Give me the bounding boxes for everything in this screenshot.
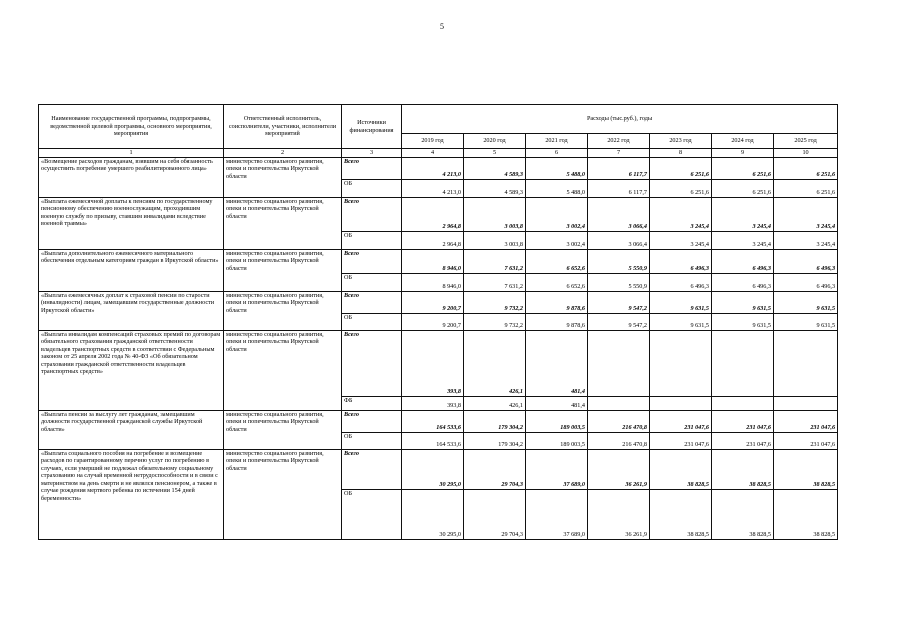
budget-value	[712, 397, 774, 411]
total-value: 3 003,8	[464, 198, 526, 232]
header-year: 2020 год	[464, 134, 526, 149]
total-value: 3 245,4	[650, 198, 712, 232]
total-value: 9 878,6	[526, 292, 588, 314]
total-value: 231 047,6	[774, 411, 838, 433]
budget-value: 5 550,9	[588, 274, 650, 292]
activity-name: «Выплата дополнительного ежемесячного материального обеспечения отдельным категориям граждан в Иркутской области»	[39, 250, 224, 292]
budget-value: 38 828,5	[712, 490, 774, 540]
column-number: 4	[402, 149, 464, 158]
budget-value: 393,8	[402, 397, 464, 411]
budget-value: 6 496,3	[712, 274, 774, 292]
total-value: 3 245,4	[712, 198, 774, 232]
budget-value: 426,1	[464, 397, 526, 411]
column-number: 5	[464, 149, 526, 158]
source-total-label: Всего	[342, 331, 402, 397]
header-year: 2024 год	[712, 134, 774, 149]
table-row	[39, 331, 838, 397]
executor: министерство социального развития, опеки и попечительства Иркутской области	[224, 411, 342, 450]
total-value: 4 213,0	[402, 158, 464, 180]
activity-name: «Выплата ежемесячной доплаты к пенсиям по государственному пенсионному обеспечению военнослужащим, проходившим военную службу по призыву, ставшим инвалидами вследствие военной травмы»	[39, 198, 224, 250]
total-value	[774, 331, 838, 397]
total-value: 9 547,2	[588, 292, 650, 314]
table-row	[39, 411, 838, 433]
budget-value: 9 631,5	[650, 314, 712, 331]
executor: министерство социального развития, опеки и попечительства Иркутской области	[224, 450, 342, 540]
total-value: 38 828,5	[712, 450, 774, 490]
header-source: Источники финансирования	[342, 105, 402, 149]
source-total-label: Всего	[342, 292, 402, 314]
total-value: 426,1	[464, 331, 526, 397]
budget-value: 30 295,0	[402, 490, 464, 540]
total-value: 29 704,3	[464, 450, 526, 490]
budget-value: 29 704,3	[464, 490, 526, 540]
source-total-label: Всего	[342, 411, 402, 433]
budget-value: 3 003,8	[464, 232, 526, 250]
budget-value: 3 245,4	[774, 232, 838, 250]
total-value: 4 589,3	[464, 158, 526, 180]
budget-value: 231 047,6	[774, 433, 838, 450]
executor: министерство социального развития, опеки и попечительства Иркутской области	[224, 158, 342, 198]
source-total-label: Всего	[342, 158, 402, 180]
expenses-table	[38, 104, 838, 540]
total-value: 30 295,0	[402, 450, 464, 490]
total-value: 36 261,9	[588, 450, 650, 490]
header-executor: Ответственный исполнитель, соисполнители, участники, исполнители мероприятий	[224, 105, 342, 149]
expenses-table-container	[38, 104, 837, 540]
page-number: 5	[440, 22, 444, 31]
budget-value: 9 631,5	[712, 314, 774, 331]
total-value: 5 488,0	[526, 158, 588, 180]
total-value: 9 631,5	[774, 292, 838, 314]
total-value: 7 631,2	[464, 250, 526, 274]
source-budget-label: ФБ	[342, 397, 402, 411]
total-value: 6 652,6	[526, 250, 588, 274]
total-value: 6 496,3	[712, 250, 774, 274]
total-value: 6 496,3	[650, 250, 712, 274]
source-total-label: Всего	[342, 250, 402, 274]
total-value: 216 470,8	[588, 411, 650, 433]
header-name: Наименование государственной программы, подпрограммы, ведомственной целевой программы, основного мероприятия, мероприятия	[39, 105, 224, 149]
total-value: 8 946,0	[402, 250, 464, 274]
budget-value: 36 261,9	[588, 490, 650, 540]
budget-value: 3 245,4	[712, 232, 774, 250]
executor: министерство социального развития, опеки и попечительства Иркутской области	[224, 292, 342, 331]
source-budget-label: ОБ	[342, 433, 402, 450]
total-value: 6 117,7	[588, 158, 650, 180]
total-value: 37 689,0	[526, 450, 588, 490]
header-year: 2022 год	[588, 134, 650, 149]
budget-value: 9 878,6	[526, 314, 588, 331]
total-value: 9 631,5	[650, 292, 712, 314]
budget-value: 3 245,4	[650, 232, 712, 250]
total-value: 6 496,3	[774, 250, 838, 274]
total-value: 6 251,6	[650, 158, 712, 180]
budget-value: 164 533,6	[402, 433, 464, 450]
budget-value: 3 066,4	[588, 232, 650, 250]
table-row	[39, 292, 838, 314]
total-value	[588, 331, 650, 397]
activity-name: «Выплата пенсии за выслугу лет гражданам, замещавшим должности государственной гражданской службы Иркутской области»	[39, 411, 224, 450]
budget-value	[588, 397, 650, 411]
activity-name: «Возмещение расходов гражданам, взявшим на себя обязанность осуществить погребение умершего реабилитированного лица»	[39, 158, 224, 198]
source-budget-label: ОБ	[342, 490, 402, 540]
total-value: 2 964,8	[402, 198, 464, 232]
budget-value: 2 964,8	[402, 232, 464, 250]
source-budget-label: ОБ	[342, 180, 402, 198]
total-value: 9 200,7	[402, 292, 464, 314]
table-row	[39, 250, 838, 274]
budget-value: 9 631,5	[774, 314, 838, 331]
table-row	[39, 450, 838, 490]
total-value: 9 732,2	[464, 292, 526, 314]
executor: министерство социального развития, опеки и попечительства Иркутской области	[224, 331, 342, 411]
budget-value: 37 689,0	[526, 490, 588, 540]
budget-value: 5 488,0	[526, 180, 588, 198]
budget-value: 38 828,5	[650, 490, 712, 540]
activity-name: «Выплата социального пособия на погребение и возмещение расходов по гарантированному перечню услуг по погребению в случаях, если умерший не подлежал обязательному социальному страхованию на случай временной нетрудоспособности и в связи с материнством на день смерти и не являлся пенсионером, а также в случае рождения мертвого ребенка по истечении 154 дней беременности»	[39, 450, 224, 540]
executor: министерство социального развития, опеки и попечительства Иркутской области	[224, 250, 342, 292]
total-value: 393,8	[402, 331, 464, 397]
budget-value: 7 631,2	[464, 274, 526, 292]
total-value: 38 828,5	[774, 450, 838, 490]
total-value	[712, 331, 774, 397]
budget-value	[650, 397, 712, 411]
column-number: 7	[588, 149, 650, 158]
budget-value: 4 213,0	[402, 180, 464, 198]
budget-value: 231 047,6	[650, 433, 712, 450]
total-value: 3 002,4	[526, 198, 588, 232]
source-budget-label: ОБ	[342, 274, 402, 292]
budget-value: 6 652,6	[526, 274, 588, 292]
source-budget-label: ОБ	[342, 314, 402, 331]
budget-value: 9 732,2	[464, 314, 526, 331]
budget-value: 38 828,5	[774, 490, 838, 540]
budget-value: 6 251,6	[774, 180, 838, 198]
table-row	[39, 198, 838, 232]
column-number: 1	[39, 149, 224, 158]
total-value: 6 251,6	[774, 158, 838, 180]
activity-name: «Выплата инвалидам компенсаций страховых премий по договорам обязательного страхования гражданской ответственности владельцев транспортных средств в соответствии с Федеральным законом от 25 апреля 2002 года № 40-ФЗ «Об обязательном страховании гражданской ответственности владельцев транспортных средств»	[39, 331, 224, 411]
budget-value: 3 002,4	[526, 232, 588, 250]
total-value: 9 631,5	[712, 292, 774, 314]
total-value: 5 550,9	[588, 250, 650, 274]
column-number: 8	[650, 149, 712, 158]
total-value	[650, 331, 712, 397]
total-value: 231 047,6	[650, 411, 712, 433]
column-number: 10	[774, 149, 838, 158]
source-budget-label: ОБ	[342, 232, 402, 250]
budget-value: 9 200,7	[402, 314, 464, 331]
budget-value: 6 496,3	[650, 274, 712, 292]
budget-value: 9 547,2	[588, 314, 650, 331]
header-year: 2025 год	[774, 134, 838, 149]
budget-value: 8 946,0	[402, 274, 464, 292]
header-year: 2021 год	[526, 134, 588, 149]
total-value: 231 047,6	[712, 411, 774, 433]
source-total-label: Всего	[342, 198, 402, 232]
header-year: 2023 год	[650, 134, 712, 149]
column-number-row	[39, 149, 838, 158]
budget-value: 481,4	[526, 397, 588, 411]
total-value: 6 251,6	[712, 158, 774, 180]
total-value: 179 304,2	[464, 411, 526, 433]
executor: министерство социального развития, опеки и попечительства Иркутской области	[224, 198, 342, 250]
table-row	[39, 158, 838, 180]
table-body	[39, 158, 838, 540]
source-total-label: Всего	[342, 450, 402, 490]
budget-value: 189 003,5	[526, 433, 588, 450]
activity-name: «Выплата ежемесячных доплат к страховой пенсии по старости (инвалидности) лицам, замещавшим государственные должности Иркутской области»	[39, 292, 224, 331]
header-year: 2019 год	[402, 134, 464, 149]
total-value: 164 533,6	[402, 411, 464, 433]
budget-value: 231 047,6	[712, 433, 774, 450]
total-value: 3 245,4	[774, 198, 838, 232]
total-value: 481,4	[526, 331, 588, 397]
header-expenses: Расходы (тыс.руб.), годы	[402, 105, 838, 134]
budget-value: 179 304,2	[464, 433, 526, 450]
budget-value: 6 251,6	[650, 180, 712, 198]
budget-value: 6 117,7	[588, 180, 650, 198]
column-number: 9	[712, 149, 774, 158]
budget-value: 6 251,6	[712, 180, 774, 198]
total-value: 38 828,5	[650, 450, 712, 490]
budget-value: 6 496,3	[774, 274, 838, 292]
column-number: 2	[224, 149, 342, 158]
total-value: 3 066,4	[588, 198, 650, 232]
budget-value: 216 470,8	[588, 433, 650, 450]
column-number: 6	[526, 149, 588, 158]
total-value: 189 003,5	[526, 411, 588, 433]
budget-value	[774, 397, 838, 411]
column-number: 3	[342, 149, 402, 158]
budget-value: 4 589,3	[464, 180, 526, 198]
